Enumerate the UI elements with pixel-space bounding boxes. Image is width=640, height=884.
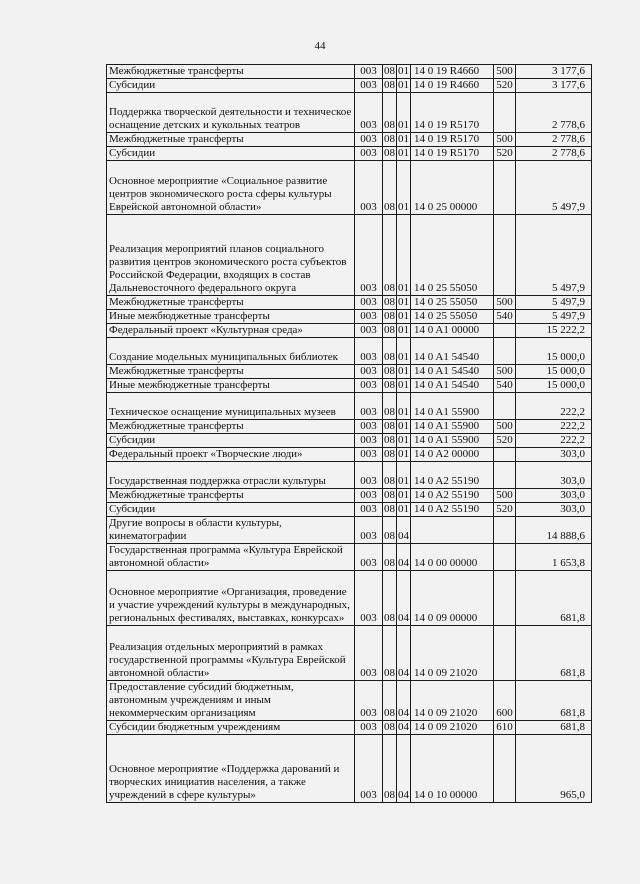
row-section-code: 08 <box>384 365 395 377</box>
row-expense-type <box>494 215 516 296</box>
table-row <box>107 147 592 161</box>
table-row <box>107 65 592 79</box>
row-amount: 3 177,6 <box>516 79 592 93</box>
row-ministry-code: 003 <box>355 79 383 93</box>
row-expense-type: 600 <box>494 681 516 721</box>
row-ministry-code: 003 <box>355 161 383 215</box>
row-amount: 3 177,6 <box>516 65 592 79</box>
table-row <box>107 215 592 296</box>
row-ministry-code: 003 <box>355 296 383 310</box>
row-subsection-code: 01 <box>398 420 409 432</box>
row-subsection-code: 01 <box>398 296 409 308</box>
row-target-article: 14 0 25 55050 <box>411 215 494 296</box>
row-name: Техническое оснащение муниципальных музеев <box>107 393 355 420</box>
row-section-code: 08 <box>384 489 395 501</box>
row-section-code: 08 <box>384 147 395 159</box>
row-section-code: 08 <box>383 571 397 626</box>
row-expense-type: 500 <box>494 65 516 79</box>
row-name: Межбюджетные трансферты <box>107 420 355 434</box>
row-target-article: 14 0 09 21020 <box>411 681 494 721</box>
row-ministry-code: 003 <box>355 434 383 448</box>
row-name: Иные межбюджетные трансферты <box>107 310 355 324</box>
row-subsection-code: 01 <box>398 65 409 77</box>
row-subsection-code: 04 <box>397 735 411 803</box>
table-row <box>107 626 592 681</box>
row-expense-type: 500 <box>494 489 516 503</box>
row-section-code: 08 <box>384 721 395 733</box>
row-amount: 2 778,6 <box>516 147 592 161</box>
row-target-article: 14 0 25 00000 <box>411 161 494 215</box>
row-amount: 1 653,8 <box>516 544 592 571</box>
row-name: Субсидии <box>107 147 355 161</box>
row-target-article: 14 0 19 R5170 <box>411 93 494 133</box>
row-target-article: 14 0 A2 55190 <box>411 503 494 517</box>
row-name: Основное мероприятие «Поддержка дарований и творческих инициатив населения, а также учреждений в сфере культуры» <box>107 735 355 803</box>
row-expense-type: 520 <box>494 147 516 161</box>
row-name: Поддержка творческой деятельности и техническое оснащение детских и кукольных театров <box>107 93 355 133</box>
row-subsection-code: 01 <box>398 434 409 446</box>
row-expense-type: 520 <box>494 79 516 93</box>
row-expense-type <box>494 544 516 571</box>
row-section-code: 08 <box>384 79 395 91</box>
row-subsection-code: 01 <box>398 324 409 336</box>
row-amount: 965,0 <box>516 735 592 803</box>
row-section-code: 08 <box>384 310 395 322</box>
row-ministry-code: 003 <box>355 420 383 434</box>
row-amount: 681,8 <box>516 626 592 681</box>
row-amount: 303,0 <box>516 489 592 503</box>
row-name: Федеральный проект «Творческие люди» <box>107 448 355 462</box>
row-subsection-code: 04 <box>397 544 411 571</box>
row-amount: 15 000,0 <box>516 365 592 379</box>
table-row <box>107 420 592 434</box>
row-amount: 15 222,2 <box>516 324 592 338</box>
row-ministry-code: 003 <box>355 681 383 721</box>
row-section-code: 08 <box>384 65 395 77</box>
table-row <box>107 735 592 803</box>
row-expense-type <box>494 571 516 626</box>
row-amount: 2 778,6 <box>516 93 592 133</box>
row-target-article: 14 0 25 55050 <box>411 296 494 310</box>
row-section-code: 08 <box>383 681 397 721</box>
row-section-code: 08 <box>384 133 395 145</box>
row-subsection-code: 01 <box>398 448 409 460</box>
row-target-article: 14 0 A1 55900 <box>411 434 494 448</box>
row-subsection-code: 01 <box>398 133 409 145</box>
row-ministry-code: 003 <box>355 544 383 571</box>
row-expense-type <box>494 462 516 489</box>
row-subsection-code: 01 <box>398 379 409 391</box>
row-ministry-code: 003 <box>355 365 383 379</box>
row-expense-type <box>494 393 516 420</box>
row-amount: 5 497,9 <box>516 215 592 296</box>
row-subsection-code: 01 <box>397 338 411 365</box>
row-name: Межбюджетные трансферты <box>107 365 355 379</box>
row-amount: 14 888,6 <box>516 517 592 544</box>
row-target-article: 14 0 19 R4660 <box>411 65 494 79</box>
table-row <box>107 310 592 324</box>
row-amount: 15 000,0 <box>516 338 592 365</box>
row-amount: 5 497,9 <box>516 310 592 324</box>
row-subsection-code: 01 <box>398 310 409 322</box>
row-name: Государственная программа «Культура Еврейской автономной области» <box>107 544 355 571</box>
row-section-code: 08 <box>384 448 395 460</box>
row-subsection-code: 04 <box>397 681 411 721</box>
table-row <box>107 324 592 338</box>
row-ministry-code: 003 <box>355 338 383 365</box>
row-expense-type <box>494 626 516 681</box>
row-target-article: 14 0 00 00000 <box>411 544 494 571</box>
row-amount: 222,2 <box>516 434 592 448</box>
row-target-article: 14 0 A1 54540 <box>411 338 494 365</box>
table-row <box>107 93 592 133</box>
row-target-article: 14 0 10 00000 <box>411 735 494 803</box>
row-expense-type <box>494 338 516 365</box>
row-ministry-code: 003 <box>355 393 383 420</box>
row-name: Федеральный проект «Культурная среда» <box>107 324 355 338</box>
row-target-article: 14 0 19 R5170 <box>411 147 494 161</box>
row-section-code: 08 <box>384 296 395 308</box>
row-name: Межбюджетные трансферты <box>107 489 355 503</box>
row-name: Субсидии бюджетным учреждениям <box>107 721 355 735</box>
row-ministry-code: 003 <box>355 379 383 393</box>
row-section-code: 08 <box>383 161 397 215</box>
row-name: Реализация отдельных мероприятий в рамках государственной программы «Культура Еврейской автономной области» <box>107 626 355 681</box>
row-name: Создание модельных муниципальных библиотек <box>107 338 355 365</box>
row-amount: 303,0 <box>516 448 592 462</box>
row-section-code: 08 <box>383 544 397 571</box>
row-amount: 681,8 <box>516 571 592 626</box>
row-section-code: 08 <box>384 324 395 336</box>
row-section-code: 08 <box>383 462 397 489</box>
row-ministry-code: 003 <box>355 735 383 803</box>
row-section-code: 08 <box>383 735 397 803</box>
row-ministry-code: 003 <box>355 571 383 626</box>
row-expense-type <box>494 161 516 215</box>
row-target-article: 14 0 A2 55190 <box>411 462 494 489</box>
row-name: Межбюджетные трансферты <box>107 296 355 310</box>
row-name: Основное мероприятие «Социальное развитие центров экономического роста сферы культуры Еврейской автономной области» <box>107 161 355 215</box>
table-row <box>107 721 592 735</box>
row-subsection-code: 04 <box>397 626 411 681</box>
row-expense-type: 610 <box>494 721 516 735</box>
row-ministry-code: 003 <box>355 626 383 681</box>
row-expense-type <box>494 735 516 803</box>
row-expense-type: 500 <box>494 296 516 310</box>
row-expense-type: 500 <box>494 420 516 434</box>
table-row <box>107 489 592 503</box>
row-section-code: 08 <box>383 517 397 544</box>
row-section-code: 08 <box>384 434 395 446</box>
table-row <box>107 365 592 379</box>
row-name: Реализация мероприятий планов социального развития центров экономического роста субъектов Российской Федерации, входящих в состав Дальневосточного федерального округа <box>107 215 355 296</box>
row-section-code: 08 <box>384 420 395 432</box>
row-amount: 5 497,9 <box>516 296 592 310</box>
row-amount: 5 497,9 <box>516 161 592 215</box>
row-section-code: 08 <box>383 215 397 296</box>
table-row <box>107 133 592 147</box>
row-target-article: 14 0 19 R5170 <box>411 133 494 147</box>
page-number: 44 <box>314 40 326 52</box>
table-row <box>107 338 592 365</box>
budget-table <box>106 64 592 803</box>
row-target-article: 14 0 A2 55190 <box>411 489 494 503</box>
row-expense-type: 520 <box>494 503 516 517</box>
row-target-article: 14 0 19 R4660 <box>411 79 494 93</box>
row-amount: 222,2 <box>516 420 592 434</box>
row-section-code: 08 <box>383 393 397 420</box>
row-subsection-code: 01 <box>397 93 411 133</box>
row-subsection-code: 01 <box>398 365 409 377</box>
row-name: Субсидии <box>107 434 355 448</box>
row-name: Межбюджетные трансферты <box>107 133 355 147</box>
row-ministry-code: 003 <box>355 65 383 79</box>
row-expense-type <box>494 517 516 544</box>
row-subsection-code: 01 <box>397 215 411 296</box>
row-subsection-code: 01 <box>397 393 411 420</box>
row-ministry-code: 003 <box>355 133 383 147</box>
row-ministry-code: 003 <box>355 517 383 544</box>
row-subsection-code: 01 <box>398 489 409 501</box>
row-expense-type: 540 <box>494 310 516 324</box>
table-row <box>107 79 592 93</box>
table-row <box>107 571 592 626</box>
row-amount: 681,8 <box>516 721 592 735</box>
table-row <box>107 448 592 462</box>
row-amount: 303,0 <box>516 503 592 517</box>
row-target-article: 14 0 A1 55900 <box>411 420 494 434</box>
row-name: Государственная поддержка отрасли культуры <box>107 462 355 489</box>
row-subsection-code: 01 <box>397 462 411 489</box>
row-section-code: 08 <box>383 338 397 365</box>
row-ministry-code: 003 <box>355 503 383 517</box>
row-subsection-code: 04 <box>397 517 411 544</box>
row-expense-type: 540 <box>494 379 516 393</box>
row-ministry-code: 003 <box>355 310 383 324</box>
row-target-article: 14 0 A2 00000 <box>411 448 494 462</box>
row-target-article: 14 0 A1 54540 <box>411 379 494 393</box>
row-subsection-code: 04 <box>397 571 411 626</box>
row-target-article: 14 0 25 55050 <box>411 310 494 324</box>
row-name: Предоставление субсидий бюджетным, автономным учреждениям и иным некоммерческим организациям <box>107 681 355 721</box>
row-name: Основное мероприятие «Организация, проведение и участие учреждений культуры в международных, региональных фестивалях, выставках, конкурсах» <box>107 571 355 626</box>
row-expense-type <box>494 93 516 133</box>
row-subsection-code: 01 <box>398 147 409 159</box>
row-subsection-code: 04 <box>398 721 409 733</box>
row-amount: 222,2 <box>516 393 592 420</box>
row-ministry-code: 003 <box>355 324 383 338</box>
row-subsection-code: 01 <box>397 161 411 215</box>
table-row <box>107 434 592 448</box>
row-section-code: 08 <box>384 379 395 391</box>
row-expense-type <box>494 324 516 338</box>
row-section-code: 08 <box>383 93 397 133</box>
row-expense-type <box>494 448 516 462</box>
row-ministry-code: 003 <box>355 147 383 161</box>
row-name: Субсидии <box>107 503 355 517</box>
row-target-article: 14 0 A1 54540 <box>411 365 494 379</box>
row-amount: 681,8 <box>516 681 592 721</box>
row-expense-type: 500 <box>494 133 516 147</box>
row-ministry-code: 003 <box>355 462 383 489</box>
row-ministry-code: 003 <box>355 215 383 296</box>
table-row <box>107 517 592 544</box>
row-amount: 2 778,6 <box>516 133 592 147</box>
row-ministry-code: 003 <box>355 489 383 503</box>
row-section-code: 08 <box>384 503 395 515</box>
row-amount: 303,0 <box>516 462 592 489</box>
row-subsection-code: 01 <box>398 79 409 91</box>
row-ministry-code: 003 <box>355 93 383 133</box>
row-target-article <box>411 517 494 544</box>
row-name: Другие вопросы в области культуры, кинематографии <box>107 517 355 544</box>
row-amount: 15 000,0 <box>516 379 592 393</box>
row-expense-type: 520 <box>494 434 516 448</box>
row-target-article: 14 0 09 21020 <box>411 721 494 735</box>
row-name: Межбюджетные трансферты <box>107 65 355 79</box>
row-expense-type: 500 <box>494 365 516 379</box>
row-ministry-code: 003 <box>355 448 383 462</box>
row-name: Иные межбюджетные трансферты <box>107 379 355 393</box>
table-row <box>107 544 592 571</box>
row-section-code: 08 <box>383 626 397 681</box>
table-row <box>107 393 592 420</box>
table-row <box>107 379 592 393</box>
table-row <box>107 462 592 489</box>
row-target-article: 14 0 A1 55900 <box>411 393 494 420</box>
row-name: Субсидии <box>107 79 355 93</box>
table-row <box>107 161 592 215</box>
row-target-article: 14 0 09 21020 <box>411 626 494 681</box>
row-target-article: 14 0 A1 00000 <box>411 324 494 338</box>
table-row <box>107 296 592 310</box>
table-row <box>107 681 592 721</box>
row-subsection-code: 01 <box>398 503 409 515</box>
row-target-article: 14 0 09 00000 <box>411 571 494 626</box>
table-row <box>107 503 592 517</box>
row-ministry-code: 003 <box>355 721 383 735</box>
